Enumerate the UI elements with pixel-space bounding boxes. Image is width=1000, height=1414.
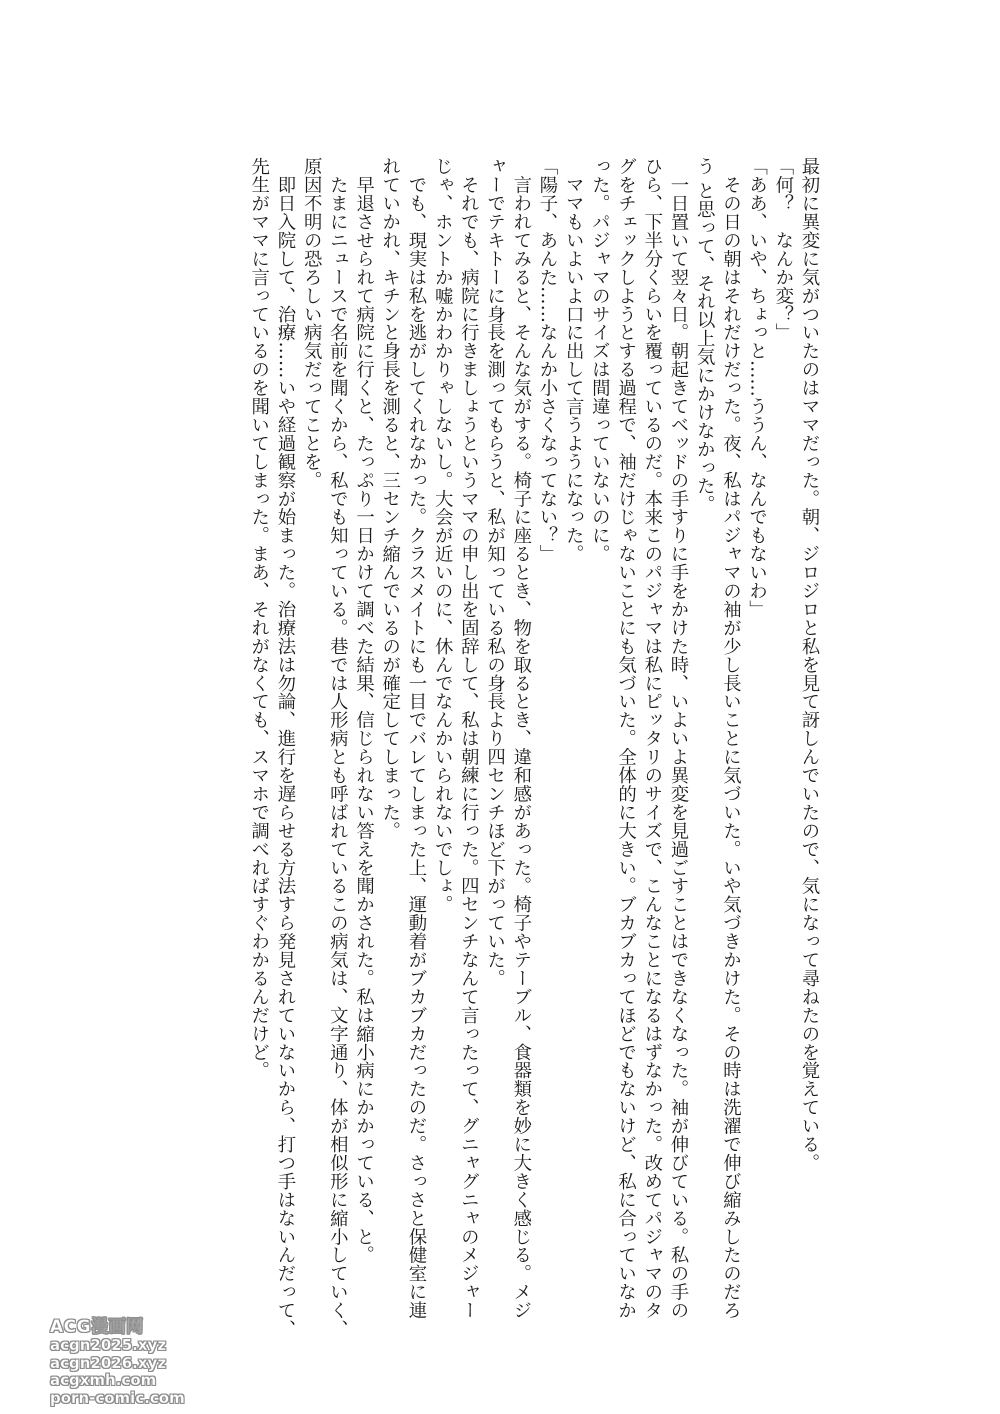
text-line: れていかれ、キチンと身長を測ると、三センチ縮んでいるのが確定してしまった。 — [379, 157, 401, 840]
site-watermark — [50, 1317, 185, 1407]
text-line: 原因不明の恐ろしい病気だってことを。 — [301, 157, 323, 490]
text-line: 一日置いて翌々日。朝起きてベッドの手すりに手をかけた時、いよいよ異変を見過ごすことはできなくなった。袖が伸びている。私の手の — [667, 157, 689, 1320]
text-line: 即日入院して、治療……いや経過観察が始まった。治療法は勿論、進行を遅らせる方法すら発見されていないから、打つ手はないんだって、 — [274, 157, 296, 1338]
watermark-title: ACG漫画网 — [50, 1317, 144, 1337]
text-line: 先生がママに言っているのを聞いてしまった。まあ、それがなくても、スマホで調べればすぐわかるんだけど。 — [248, 157, 270, 1080]
watermark-url: acgn2025.xyz — [50, 1336, 167, 1354]
text-line: でも、現実は私を逃がしてくれなかった。クラスメイトにも一目でバレてしまった上、運動着がブカブカだったのだ。さっさと保健室に連 — [405, 157, 427, 1320]
text-line: グをチェックしようとする過程で、袖だけじゃないことにも気づいた。全体的に大きい。ブカブカってほどでもないけど、私に合っていなか — [615, 157, 637, 1320]
text-line: ひら、下半分くらいを覆っているのだ。本来このパジャマは私にピッタリのサイズで、こんなことになるはずなかった。改めてパジャマのタ — [641, 157, 663, 1320]
text-line: 「ああ、いや、ちょっと……ううん、なんでもないわ」 — [746, 157, 768, 619]
watermark-url: acgn2026.xyz — [50, 1353, 167, 1372]
text-line: ャーでテキトーに身長を測ってもらうと、私が知っている私の身長より四センチほど下がっていた。 — [484, 157, 506, 988]
text-line: 最初に異変に気がついたのはママだった。朝、ジロジロと私を見て訝しんでいたので、気になって尋ねたのを覚えている。 — [799, 157, 820, 1172]
text-line: じゃ、ホントか嘘かわかりゃしないし。大会が近いのに、休んでなんかいられないでしょ。 — [432, 157, 454, 914]
watermark-url: acgxmh.com — [50, 1371, 157, 1389]
text-line: った。パジャマのサイズは間違っていないのに。 — [589, 157, 611, 563]
text-line: その日の朝はそれだけだった。夜、私はパジャマの袖が少し長いことに気づいた。いや気づきかけた。その時は洗濯で伸び縮みしたのだろ — [720, 157, 742, 1320]
text-line: たまにニュースで名前を聞くから、私でも知っている。巷では人形病とも呼ばれているこの病気は、文字通り、体が相似形に縮小していく、 — [327, 157, 349, 1338]
story-text — [246, 157, 822, 1338]
text-line: 「陽子、あんた……なんか小さくなってない？」 — [536, 157, 558, 563]
text-line: 言われてみると、そんな気がする。椅子に座るとき、物を取るとき、違和感があった。椅子やテーブル、食器類を妙に大きく感じる。メジ — [510, 157, 532, 1320]
text-line: 「何？ なんか変？」 — [772, 157, 794, 342]
text-line: それでも、病院に行きましょうというママの申し出を固辞して、私は朝練に行った。四センチなんて言ったって、グニャグニャのメジャー — [458, 157, 480, 1320]
text-line: ママもいよいよ口に出して言うようになった。 — [563, 157, 585, 563]
text-line: う と思って、それ以上気にかけなかった。 — [694, 157, 716, 514]
text-line: 早退させられて病院に行くと、たっぷり一日かけて調べた結果、信じられない答えを聞かされた。私は縮小病にかかっている、と。 — [353, 157, 375, 1264]
watermark-url: porn-comic.com — [50, 1388, 185, 1407]
